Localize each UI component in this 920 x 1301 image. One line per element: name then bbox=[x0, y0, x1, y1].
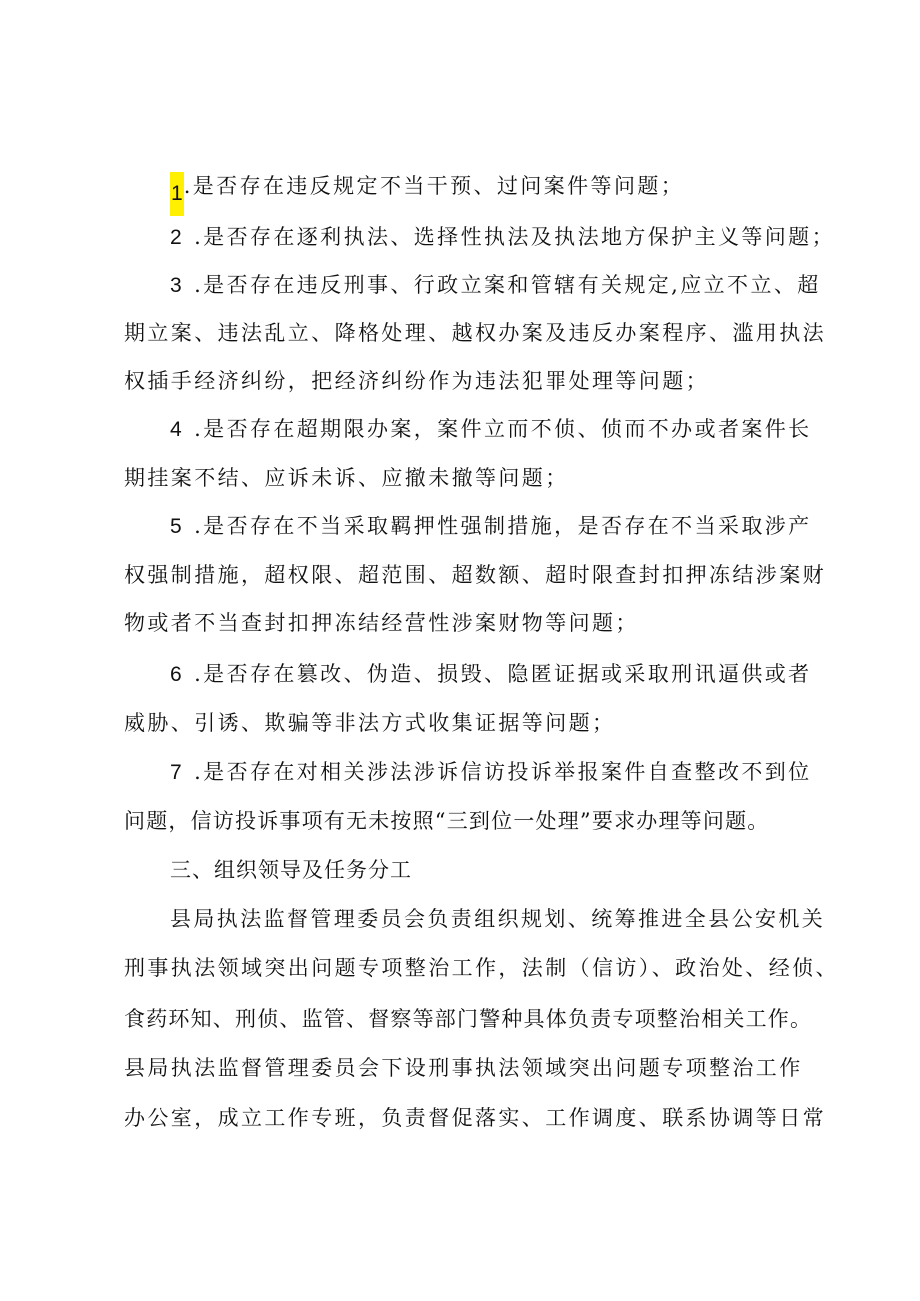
paragraph-line-4: 县局执法监督管理委员会下设刑事执法领域突出问题专项整治工作 bbox=[124, 1056, 803, 1080]
item-6-text-1: .是否存在篡改、伪造、损毁、隐匿证据或采取刑讯逼供或者 bbox=[194, 662, 812, 686]
item-4-text-1: .是否存在超期限办案，案件立而不侦、侦而不办或者案件长 bbox=[194, 417, 812, 441]
item-4-line-2: 期挂案不结、应诉未诉、应撤未撤等问题； bbox=[124, 466, 569, 490]
item-5-line-1 bbox=[170, 511, 812, 542]
item-7-number: 7 bbox=[170, 761, 185, 784]
item-1-line-1 bbox=[170, 171, 684, 216]
paragraph-line-2: 刑事执法领域突出问题专项整治工作，法制（信访）、政治处、经侦、 bbox=[124, 956, 839, 980]
item-5-line-3: 物或者不当查封扣押冻结经营性涉案财物等问题； bbox=[124, 611, 639, 635]
item-3-line-1 bbox=[170, 270, 821, 301]
item-5-number: 5 bbox=[170, 515, 185, 538]
item-6-line-1 bbox=[170, 659, 812, 690]
item-6-number: 6 bbox=[170, 663, 185, 686]
item-7-line-2: 问题，信访投诉事项有无未按照“三到位一处理”要求办理等问题。 bbox=[124, 809, 770, 833]
item-2-number: 2 bbox=[170, 226, 185, 249]
item-6-line-2: 威胁、引诱、欺骗等非法方式收集证据等问题； bbox=[124, 711, 616, 735]
item-5-text-1: .是否存在不当采取羁押性强制措施，是否存在不当采取涉产 bbox=[194, 514, 812, 538]
paragraph-line-5: 办公室，成立工作专班，负责督促落实、工作调度、联系协调等日常 bbox=[124, 1106, 826, 1130]
item-7-line-1 bbox=[170, 757, 812, 788]
item-1-number-highlighted: 1 bbox=[170, 172, 184, 216]
item-3-line-2: 期立案、违法乱立、降格处理、越权办案及违反办案程序、滥用执法 bbox=[124, 321, 826, 345]
item-3-text-1: .是否存在违反刑事、行政立案和管辖有关规定,应立不立、超 bbox=[194, 273, 821, 297]
item-3-number: 3 bbox=[170, 274, 185, 297]
item-2-text: .是否存在逐利执法、选择性执法及执法地方保护主义等问题； bbox=[194, 225, 835, 249]
paragraph-line-1: 县局执法监督管理委员会负责组织规划、统筹推进全县公安机关 bbox=[170, 907, 826, 931]
item-5-line-2: 权强制措施，超权限、超范围、超数额、超时限查封扣押冻结涉案财 bbox=[124, 563, 826, 587]
item-4-line-1 bbox=[170, 414, 812, 445]
item-4-number: 4 bbox=[170, 418, 185, 441]
item-7-text-1: .是否存在对相关涉法涉诉信访投诉举报案件自查整改不到位 bbox=[194, 760, 812, 784]
item-2-line-1 bbox=[170, 222, 835, 253]
item-3-line-3: 权插手经济纠纷，把经济纠纷作为违法犯罪处理等问题； bbox=[124, 369, 709, 393]
section-heading: 三、组织领导及任务分工 bbox=[170, 858, 412, 882]
item-1-text: .是否存在违反规定不当干预、过问案件等问题； bbox=[183, 174, 685, 198]
paragraph-line-3: 食药环知、刑侦、监管、督察等部门警种具体负责专项整治相关工作。 bbox=[124, 1007, 813, 1031]
